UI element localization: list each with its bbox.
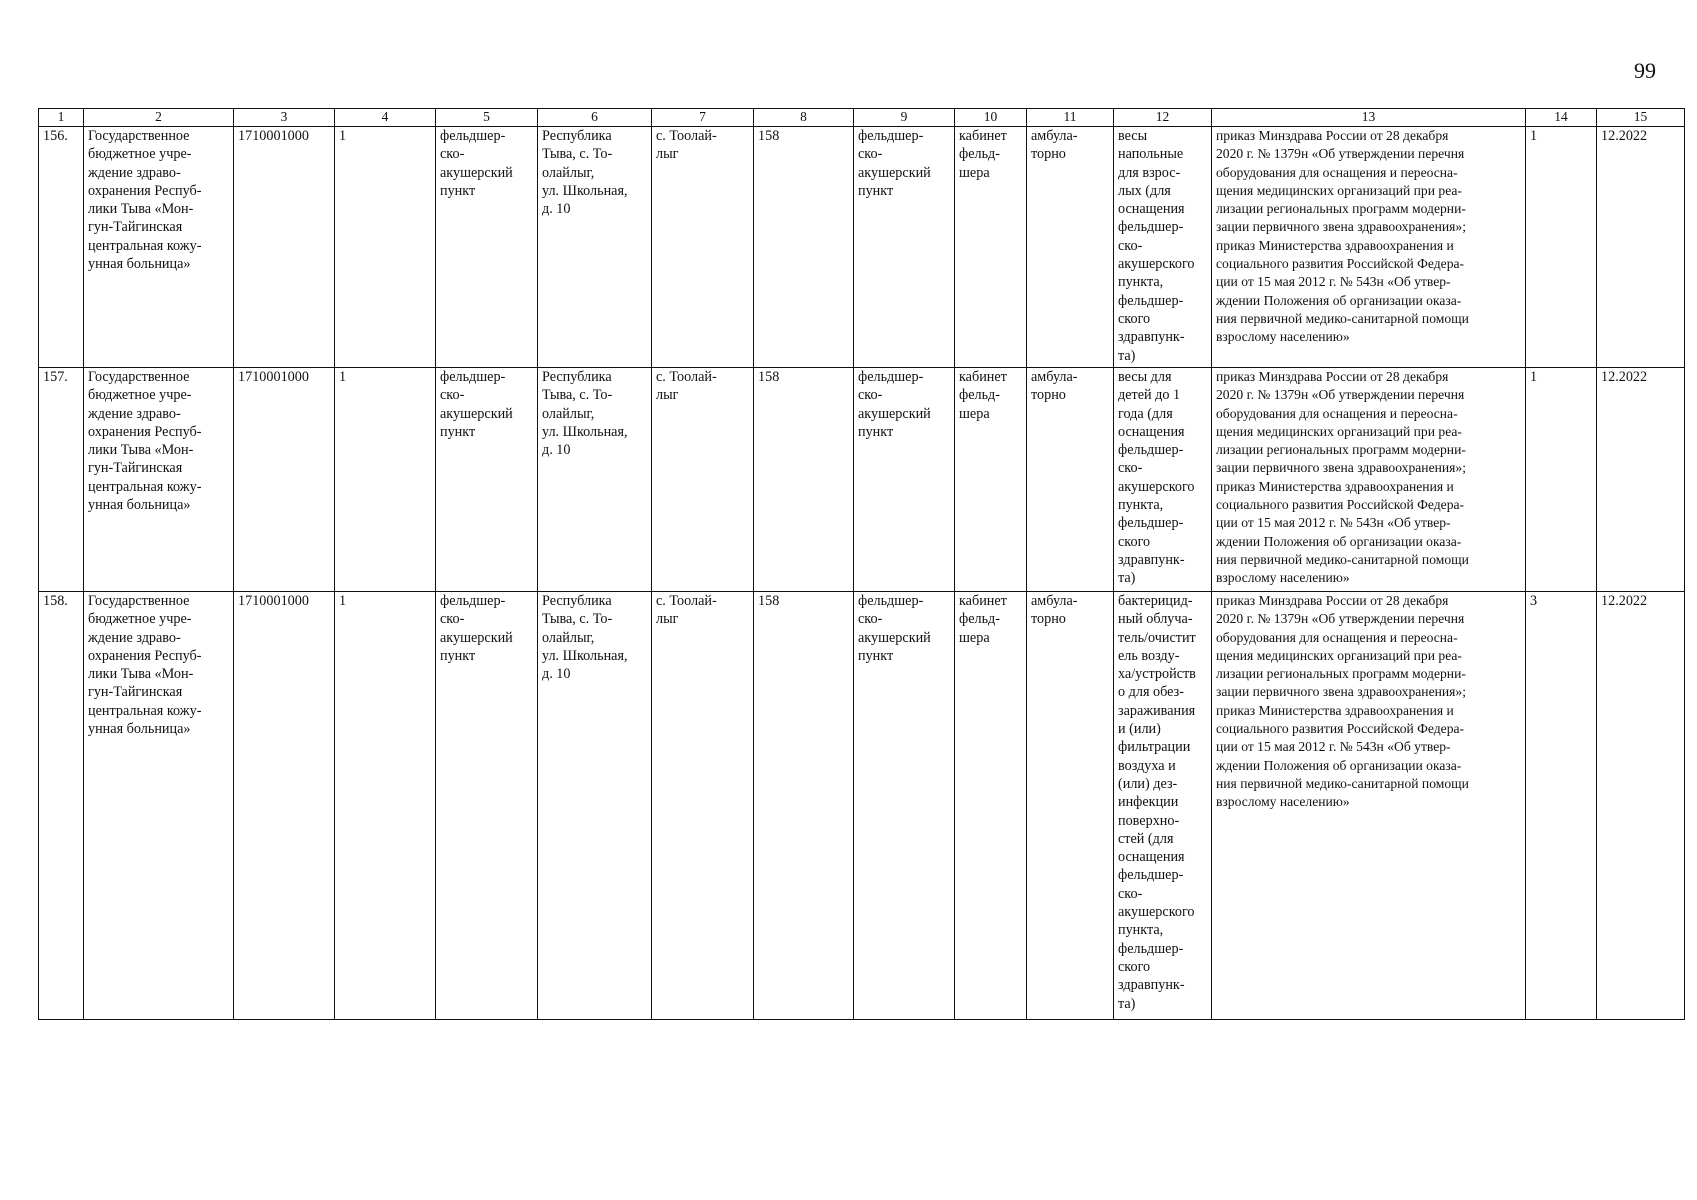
table-row <box>39 368 1685 592</box>
column-header: 7 <box>652 109 754 127</box>
column-header: 8 <box>754 109 854 127</box>
column-header: 2 <box>84 109 234 127</box>
equipment-quantity: 1 <box>1526 368 1597 592</box>
room: кабинет фельд- шера <box>955 127 1027 368</box>
delivery-date: 12.2022 <box>1597 368 1685 592</box>
legal-basis: приказ Минздрава России от 28 декабря 2020 г. № 1379н «Об утверждении перечня оборудования для оснащения и переосна- щения медицинских организаций при реа- лизации региональных программ модерни- зации первичного звена здравоохранения»; приказ Министерства здравоохранения и социального развития Российской Федера- ции от 15 мая 2012 г. № 543н «Об утвер- ждении Положения об организации оказа- ния первичной медико-санитарной помощи взрослому населению» <box>1212 592 1526 1020</box>
organization-name: Государственное бюджетное учре- ждение здраво- охранения Респуб- лики Тыва «Мон- гун-Тайгинская центральная кожу- унная больница» <box>84 368 234 592</box>
facility-address: Республика Тыва, с. То- олайлыг, ул. Школьная, д. 10 <box>538 592 652 1020</box>
column-header: 6 <box>538 109 652 127</box>
legal-basis: приказ Минздрава России от 28 декабря 2020 г. № 1379н «Об утверждении перечня оборудования для оснащения и переосна- щения медицинских организаций при реа- лизации региональных программ модерни- зации первичного звена здравоохранения»; приказ Министерства здравоохранения и социального развития Российской Федера- ции от 15 мая 2012 г. № 543н «Об утвер- ждении Положения об организации оказа- ния первичной медико-санитарной помощи взрослому населению» <box>1212 127 1526 368</box>
facility-type: фельдшер- ско- акушерский пункт <box>436 592 538 1020</box>
column-header: 1 <box>39 109 84 127</box>
population-count: 158 <box>754 127 854 368</box>
oktmo-code: 1710001000 <box>234 592 335 1020</box>
settlement: с. Тоолай- лыг <box>652 127 754 368</box>
quantity-units: 1 <box>335 592 436 1020</box>
room: кабинет фельд- шера <box>955 368 1027 592</box>
settlement: с. Тоолай- лыг <box>652 368 754 592</box>
page-number: 99 <box>1634 58 1656 83</box>
room: кабинет фельд- шера <box>955 592 1027 1020</box>
equipment-name: бактерицид- ный облуча- тель/очистит ель возду- ха/устройств о для обез- зараживания и (или) фильтрации воздуха и (или) дез- инфекции поверхно- стей (для оснащения фельдшер- ско- акушерского пункта, фельдшер- ского здравпунк- та) <box>1114 592 1212 1020</box>
equipment-quantity: 3 <box>1526 592 1597 1020</box>
unit-type: фельдшер- ско- акушерский пункт <box>854 368 955 592</box>
table-row <box>39 127 1685 368</box>
row-number: 158. <box>39 592 84 1020</box>
row-number: 156. <box>39 127 84 368</box>
care-condition: амбула- торно <box>1027 592 1114 1020</box>
facility-address: Республика Тыва, с. То- олайлыг, ул. Школьная, д. 10 <box>538 127 652 368</box>
column-number-header-row <box>39 109 1685 127</box>
care-condition: амбула- торно <box>1027 127 1114 368</box>
quantity-units: 1 <box>335 368 436 592</box>
column-header: 9 <box>854 109 955 127</box>
facility-type: фельдшер- ско- акушерский пункт <box>436 368 538 592</box>
column-header: 4 <box>335 109 436 127</box>
equipment-table <box>38 108 1685 1020</box>
settlement: с. Тоолай- лыг <box>652 592 754 1020</box>
column-header: 12 <box>1114 109 1212 127</box>
quantity-units: 1 <box>335 127 436 368</box>
population-count: 158 <box>754 368 854 592</box>
column-header: 11 <box>1027 109 1114 127</box>
unit-type: фельдшер- ско- акушерский пункт <box>854 592 955 1020</box>
population-count: 158 <box>754 592 854 1020</box>
delivery-date: 12.2022 <box>1597 592 1685 1020</box>
organization-name: Государственное бюджетное учре- ждение здраво- охранения Респуб- лики Тыва «Мон- гун-Тайгинская центральная кожу- унная больница» <box>84 592 234 1020</box>
facility-address: Республика Тыва, с. То- олайлыг, ул. Школьная, д. 10 <box>538 368 652 592</box>
care-condition: амбула- торно <box>1027 368 1114 592</box>
column-header: 10 <box>955 109 1027 127</box>
equipment-name: весы напольные для взрос- лых (для оснащения фельдшер- ско- акушерского пункта, фельдшер- ского здравпунк- та) <box>1114 127 1212 368</box>
column-header: 15 <box>1597 109 1685 127</box>
organization-name: Государственное бюджетное учре- ждение здраво- охранения Респуб- лики Тыва «Мон- гун-Тайгинская центральная кожу- унная больница» <box>84 127 234 368</box>
delivery-date: 12.2022 <box>1597 127 1685 368</box>
oktmo-code: 1710001000 <box>234 127 335 368</box>
unit-type: фельдшер- ско- акушерский пункт <box>854 127 955 368</box>
column-header: 3 <box>234 109 335 127</box>
legal-basis: приказ Минздрава России от 28 декабря 2020 г. № 1379н «Об утверждении перечня оборудования для оснащения и переосна- щения медицинских организаций при реа- лизации региональных программ модерни- зации первичного звена здравоохранения»; приказ Министерства здравоохранения и социального развития Российской Федера- ции от 15 мая 2012 г. № 543н «Об утвер- ждении Положения об организации оказа- ния первичной медико-санитарной помощи взрослому населению» <box>1212 368 1526 592</box>
equipment-quantity: 1 <box>1526 127 1597 368</box>
column-header: 5 <box>436 109 538 127</box>
column-header: 13 <box>1212 109 1526 127</box>
table-row <box>39 592 1685 1020</box>
equipment-name: весы для детей до 1 года (для оснащения фельдшер- ско- акушерского пункта, фельдшер- ского здравпунк- та) <box>1114 368 1212 592</box>
oktmo-code: 1710001000 <box>234 368 335 592</box>
row-number: 157. <box>39 368 84 592</box>
facility-type: фельдшер- ско- акушерский пункт <box>436 127 538 368</box>
column-header: 14 <box>1526 109 1597 127</box>
